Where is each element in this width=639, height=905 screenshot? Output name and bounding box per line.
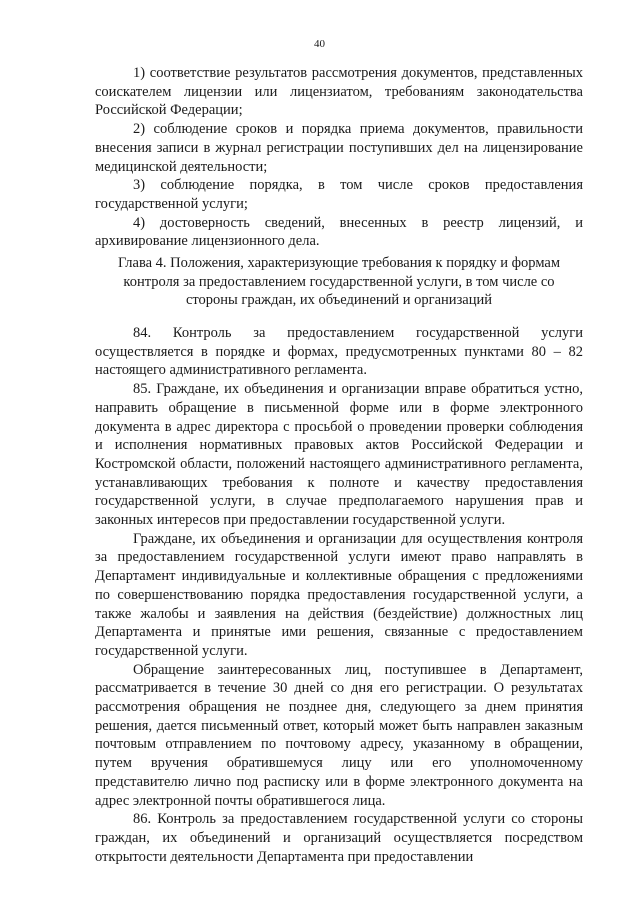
chapter-heading-line: Глава 4. Положения, характеризующие требования к порядку и формам [117,255,561,271]
chapter-heading-line: контроля за предоставлением государственной услуги, в том числе со [123,273,555,290]
chapter-heading-line: стороны граждан, их объединений и организаций [185,292,493,309]
paragraph-citizens-rights: Граждане, их объединения и организации для осуществления контроля за предоставлением государственной услуги имеют право направлять в Департамент индивидуальные и коллективные обращения с предложениями по совершенствованию порядка предоставления государственной услуги, а также жалобы и заявления на действия (бездействие) должностных лиц Департамента и принятые ими решения, связанные с предоставлением государственной услуги. [95,530,583,659]
list-item: 3) соблюдение порядка, в том числе сроков предоставления государственной услуги; [95,177,583,212]
paragraph-85: 85. Граждане, их объединения и организации вправе обратиться устно, направить обращение в письменной форме или в форме электронного документа в адрес директора с просьбой о проведении проверки соблюдения и исполнения нормативных правовых актов Российской Федерации и Костромской области, положений настоящего административного регламента, устанавливающих требования к полноте и качеству предоставления государственной услуги, в случае предполагаемого нарушения прав и законных интересов при предоставлении государственной услуги. [95,381,583,529]
chapter-body [95,324,583,866]
control-criteria-list [95,64,583,251]
list-item: 1) соответствие результатов рассмотрения документов, представленных соискателем лицензии или лицензиатом, требованиям законодательства Российской Федерации; [95,65,583,119]
paragraph-appeal-review: Обращение заинтересованных лиц, поступившее в Департамент, рассматривается в течение 30 дней со дня его регистрации. О результатах рассмотрения обращения не позднее дня, следующего за днем принятия решения, дается письменный ответ, который может быть направлен заказным почтовым отправлением по почтовому адресу, указанному в обращении, путем вручения обратившемуся лицу или его уполномоченному представителю лично под расписку или в форме электронного документа на адрес электронной почты обратившегося лица. [95,661,583,809]
chapter-heading [95,254,583,310]
page-number: 40 [314,38,325,50]
list-item: 2) соблюдение сроков и порядка приема документов, правильности внесения записи в журнал регистрации поступивших дел на лицензирование медицинской деятельности; [95,121,583,175]
list-item: 4) достоверность сведений, внесенных в реестр лицензий, и архивирование лицензионного дела. [95,214,583,250]
paragraph-86: 86. Контроль за предоставлением государственной услуги со стороны граждан, их объединений и организаций осуществляется посредством открытости деятельности Департамента при предоставлении [95,811,583,865]
paragraph-84: 84. Контроль за предоставлением государственной услуги осуществляется в порядке и формах, предусмотренных пунктами 80 – 82 настоящего административного регламента. [95,325,583,379]
